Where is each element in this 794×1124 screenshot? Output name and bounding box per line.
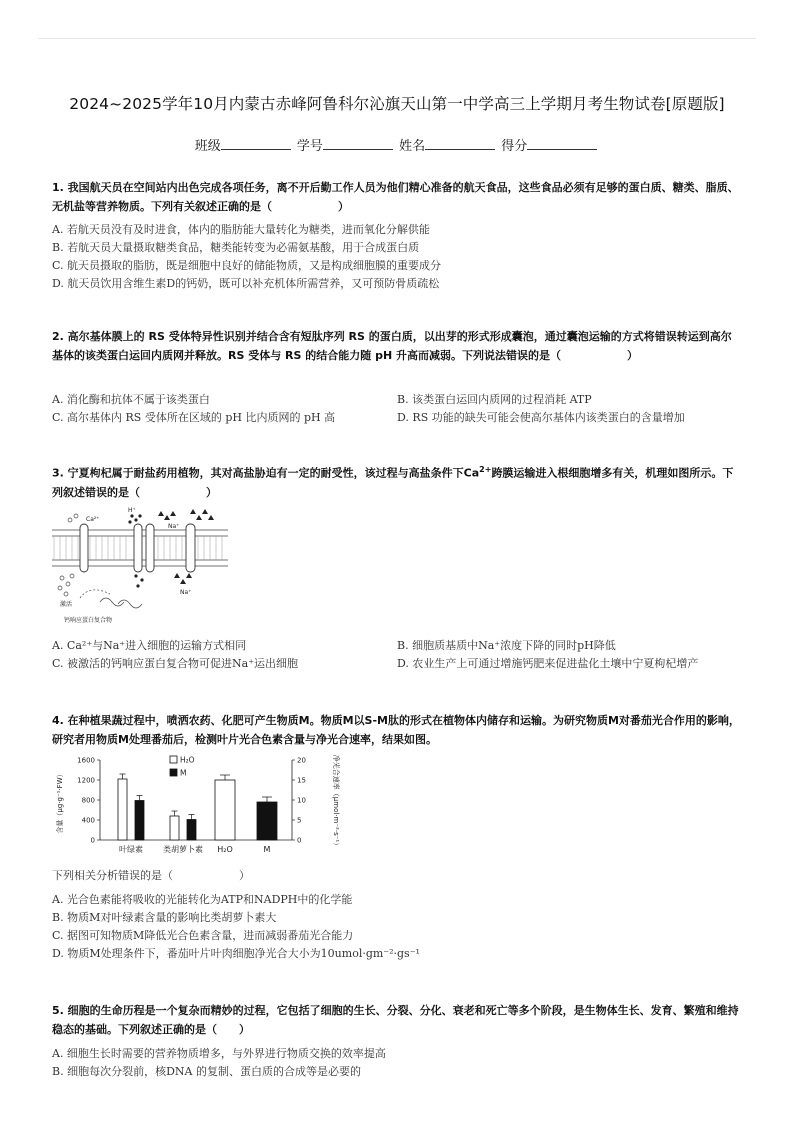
sodium-label-inside: Na⁺ xyxy=(180,589,192,596)
category-label: 叶绿素 xyxy=(119,845,143,854)
channel-proteins xyxy=(80,524,195,572)
name-label: 姓名 xyxy=(399,139,426,154)
question-5-option-a: A. 细胞生长时需要的营养物质增多，与外界进行物质交换的效率提高 xyxy=(52,1047,386,1060)
number-field[interactable] xyxy=(323,137,393,150)
name-field[interactable] xyxy=(425,137,495,150)
legend-label-h2o: H₂O xyxy=(180,755,195,765)
question-2-option-c: C. 高尔基体内 RS 受体所在区域的 pH 比内质网的 pH 高 xyxy=(52,411,336,424)
left-tick-label: 800 xyxy=(81,796,95,805)
score-label: 得分 xyxy=(501,139,528,154)
question-4-option-b: B. 物质M对叶绿素含量的影响比类胡萝卜素大 xyxy=(52,911,277,924)
left-tick-label: 0 xyxy=(90,836,95,845)
score-field[interactable] xyxy=(527,137,597,150)
pigment-photosynthesis-chart xyxy=(52,750,342,860)
right-axis-label: 净光合速率（μmol·m⁻²·s⁻¹） xyxy=(332,754,340,850)
complex-label: 钙响应蛋白复合物 xyxy=(64,617,113,624)
left-tick-label: 1200 xyxy=(77,776,95,785)
legend-swatch-h2o xyxy=(170,756,177,763)
question-4-option-c: C. 据图可知物质M降低光合色素含量，进而减弱番茄光合能力 xyxy=(52,929,354,942)
question-4-prompt: 下列相关分析错误的是（ ） xyxy=(52,869,250,882)
question-1-option-b: B. 若航天员大量摄取糖类食品，糖类能转变为必需氨基酸，用于合成蛋白质 xyxy=(52,241,420,254)
student-info-line xyxy=(0,135,794,154)
left-axis-label: 含量（μg·g⁻¹·FW） xyxy=(56,770,64,834)
right-tick-label: 20 xyxy=(297,756,306,765)
question-1-option-a: A. 若航天员没有及时进食，体内的脂肪能大量转化为糖类，进而氧化分解供能 xyxy=(52,223,430,236)
left-tick-label: 400 xyxy=(81,816,95,825)
question-3-stem-sup: 2+ xyxy=(479,465,492,474)
question-3-option-a: A. Ca²⁺与Na⁺进入细胞的运输方式相同 xyxy=(52,639,247,652)
question-4-option-d: D. 物质M处理条件下，番茄叶片叶肉细胞净光合大小为10umol·gm⁻²·gs⁻¹ xyxy=(52,947,420,960)
question-3-option-c: C. 被激活的钙响应蛋白复合物可促进Na⁺运出细胞 xyxy=(52,657,299,670)
hydrogen-label: H⁺ xyxy=(128,507,136,514)
page-title: 2024~2025学年10月内蒙古赤峰阿鲁科尔沁旗天山第一中学高三上学期月考生物试卷[原题版] xyxy=(69,95,725,113)
rate-bar-m xyxy=(257,802,277,840)
rate-category-label: H₂O xyxy=(217,845,233,854)
membrane-transport-diagram xyxy=(50,506,230,626)
question-1-stem: 1. 我国航天员在空间站内出色完成各项任务，离不开后勤工作人员为他们精心准备的航天食品，这些食品必须有足够的蛋白质、糖类、脂质、无机盐等营养物质。下列有关叙述正确的是（ ） xyxy=(52,181,739,213)
rate-category-label: M xyxy=(263,845,271,854)
class-label: 班级 xyxy=(194,139,221,154)
left-tick-label: 1600 xyxy=(77,756,95,765)
calcium-label: Ca²⁺ xyxy=(86,516,100,523)
legend-label-m: M xyxy=(180,768,187,778)
chart-marks xyxy=(77,756,306,855)
class-field[interactable] xyxy=(221,137,291,150)
legend-swatch-m xyxy=(170,769,177,776)
question-3-stem-part1: 3. 宁夏枸杞属于耐盐药用植物，其对高盐胁迫有一定的耐受性，该过程与高盐条件下Ca xyxy=(52,466,480,480)
question-2-stem: 2. 高尔基体膜上的 RS 受体特异性识别并结合含有短肽序列 RS 的蛋白质，以出芽的形式形成囊泡，通过囊泡运输的方式将错误转运到高尔基体的该类蛋白运回内质网并释放。RS 受体与 RS 的结合能力随 pH 升高而减弱。下列说法错误的是（ ） xyxy=(52,330,732,362)
question-5-stem: 5. 细胞的生命历程是一个复杂而精妙的过程，它包括了细胞的生长、分裂、分化、衰老和死亡等多个阶段，是生物体生长、发育、繁殖和维持稳态的基础。下列叙述正确的是（ ） xyxy=(52,1004,739,1036)
question-4-option-a: A. 光合色素能将吸收的光能转化为ATP和NADPH中的化学能 xyxy=(52,893,353,906)
right-tick-label: 5 xyxy=(297,816,302,825)
question-3-stem xyxy=(52,460,742,502)
bar-h2o xyxy=(170,816,179,840)
category-label: 类胡萝卜素 xyxy=(163,845,203,854)
question-3-option-d: D. 农业生产上可通过增施钙肥来促进盐化土壤中宁夏枸杞增产 xyxy=(397,657,699,670)
right-tick-label: 15 xyxy=(297,776,306,785)
question-4-stem: 4. 在种植果蔬过程中，喷洒农药、化肥可产生物质M。物质M以S-M肽的形式在植物体内储存和运输。为研究物质M对番茄光合作用的影响，研究者用物质M处理番茄后，检测叶片光合色素含量与净光合速率，结果如图。 xyxy=(52,714,740,746)
sodium-label-outside: Na⁺ xyxy=(168,523,180,530)
bar-m xyxy=(187,820,196,841)
question-3-stem-part2: 跨膜运输进入根细胞增多有关，机理如图所示。下列叙述错误的是（ ） xyxy=(52,466,734,499)
activation-label: 激活 xyxy=(60,601,73,608)
question-5-option-b: B. 细胞每次分裂前，核DNA 的复制、蛋白质的合成等是必要的 xyxy=(52,1065,361,1078)
question-1-option-d: D. 航天员饮用含维生素D的钙奶，既可以补充机体所需营养，又可预防骨质疏松 xyxy=(52,277,440,290)
right-tick-label: 10 xyxy=(297,796,306,805)
bar-h2o xyxy=(118,779,127,840)
number-label: 学号 xyxy=(296,139,323,154)
right-tick-label: 0 xyxy=(297,836,302,845)
rate-bar-h2o xyxy=(215,780,235,840)
question-2-option-d: D. RS 功能的缺失可能会使高尔基体内该类蛋白的含量增加 xyxy=(397,411,685,424)
top-rule xyxy=(38,38,756,39)
question-2-option-b: B. 该类蛋白运回内质网的过程消耗 ATP xyxy=(397,393,592,406)
question-2-option-a: A. 消化酶和抗体不属于该类蛋白 xyxy=(52,393,210,406)
question-3-option-b: B. 细胞质基质中Na⁺浓度下降的同时pH降低 xyxy=(397,639,616,652)
question-1-option-c: C. 航天员摄取的脂肪，既是细胞中良好的储能物质，又是构成细胞膜的重要成分 xyxy=(52,259,442,272)
bar-m xyxy=(135,801,144,841)
